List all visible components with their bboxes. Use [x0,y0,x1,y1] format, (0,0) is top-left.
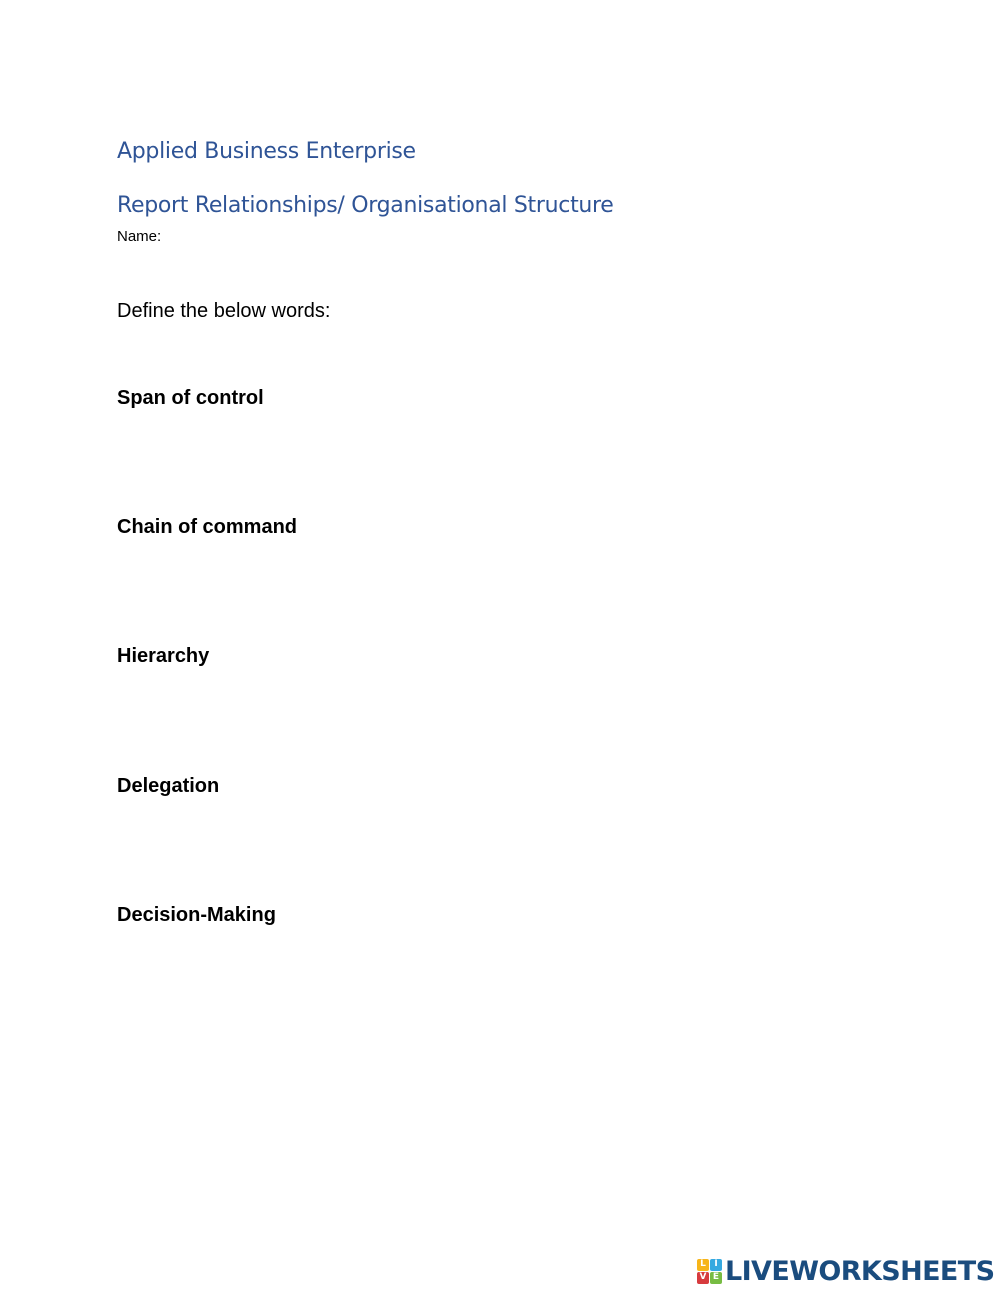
document-subtitle: Report Relationships/ Organisational Structure [117,193,614,218]
term-delegation: Delegation [117,775,220,797]
logo-wordmark: LIVEWORKSHEETS [725,1255,995,1287]
term-chain-of-command: Chain of command [117,516,298,538]
term-hierarchy: Hierarchy [117,645,210,667]
term-span-of-control: Span of control [117,387,264,409]
logo-cube: I [710,1259,722,1271]
instruction-text: Define the below words: [117,300,331,322]
liveworksheets-logo [697,1256,994,1286]
document-title: Applied Business Enterprise [117,139,416,164]
logo-cube: L [697,1259,709,1271]
logo-cube: V [697,1272,709,1284]
logo-cubes-icon [697,1259,722,1284]
term-decision-making: Decision-Making [117,904,276,926]
logo-cube: E [710,1272,722,1284]
name-label: Name: [117,228,162,245]
